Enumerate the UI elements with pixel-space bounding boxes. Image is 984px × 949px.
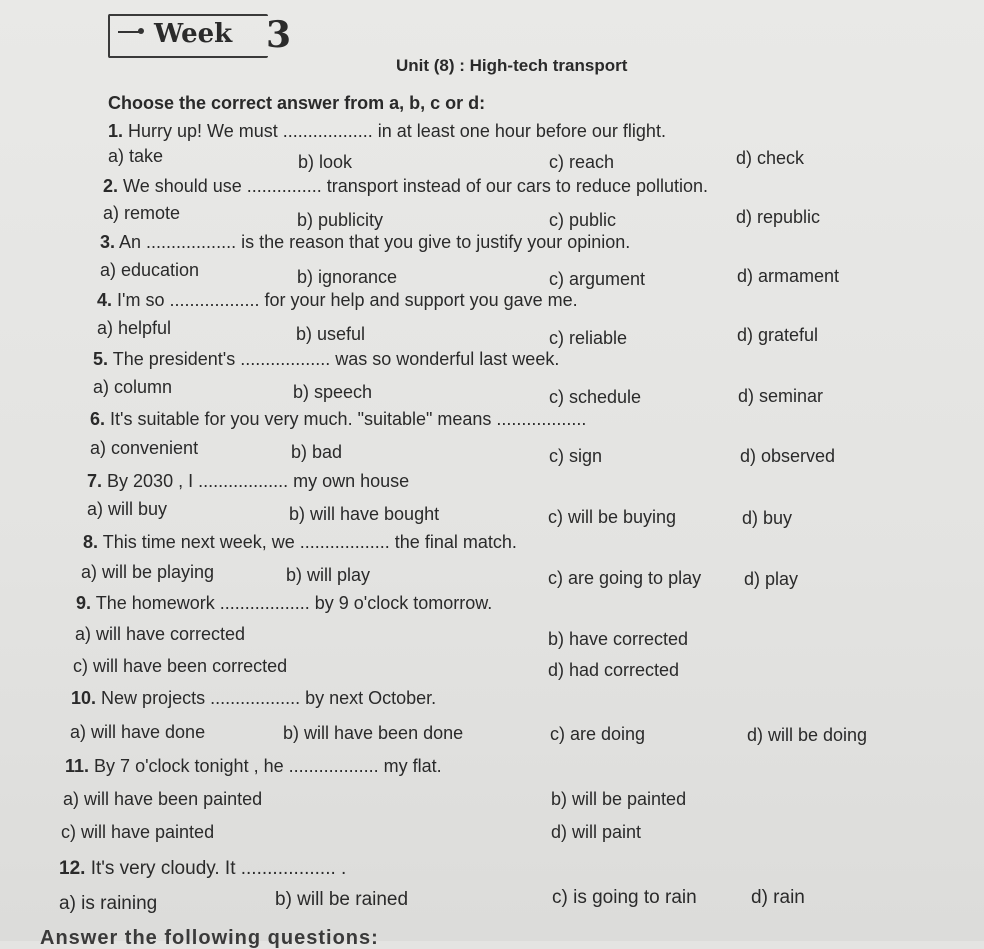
option-a[interactable]: a) column: [93, 377, 173, 397]
question-stem: [59, 858, 346, 880]
option-a[interactable]: a) education: [100, 260, 200, 280]
week-label: Week: [154, 19, 233, 49]
option-b[interactable]: b) useful: [296, 324, 366, 344]
option-d[interactable]: d) will be doing: [747, 725, 868, 745]
question-stem: [83, 531, 517, 553]
question-stem: [97, 289, 578, 311]
option-c[interactable]: c) reach: [549, 152, 615, 172]
option-b[interactable]: b) will play: [286, 565, 371, 585]
question-number: 1.: [108, 121, 124, 141]
option-d[interactable]: d) observed: [740, 446, 836, 466]
question-stem: [108, 120, 666, 142]
option-b[interactable]: b) will have bought: [289, 504, 440, 524]
question-text: I'm so .................. for your help and support you gave me.: [117, 290, 578, 310]
option-d[interactable]: d) grateful: [737, 325, 819, 345]
question-number: 12.: [59, 858, 86, 879]
option-c[interactable]: c) sign: [549, 446, 603, 466]
option-a[interactable]: a) will have been painted: [63, 789, 263, 809]
option-b[interactable]: b) will be rained: [275, 889, 409, 910]
question-text: This time next week, we .................. the final match.: [102, 532, 517, 552]
option-c[interactable]: c) is going to rain: [552, 887, 697, 908]
option-d[interactable]: d) had corrected: [548, 660, 680, 680]
question-text: The homework .................. by 9 o'clock tomorrow.: [95, 593, 493, 613]
option-b[interactable]: b) ignorance: [297, 267, 398, 287]
option-c[interactable]: c) are doing: [550, 724, 646, 744]
question-text: Hurry up! We must .................. in at least one hour before our flight.: [128, 121, 666, 141]
unit-title: Unit (8) : High-tech transport: [396, 56, 628, 75]
question-number: 7.: [87, 471, 103, 491]
option-d[interactable]: d) buy: [742, 508, 793, 528]
option-c[interactable]: c) public: [549, 210, 617, 230]
question-text: It's very cloudy. It .................. .: [90, 858, 347, 879]
question-number: 6.: [90, 409, 106, 429]
next-section-heading: Answer the following questions:: [40, 927, 379, 949]
option-a[interactable]: a) take: [108, 146, 164, 166]
option-b[interactable]: b) have corrected: [548, 629, 689, 649]
option-d[interactable]: d) armament: [737, 266, 840, 286]
question-number: 3.: [100, 232, 116, 252]
option-b[interactable]: b) will have been done: [283, 723, 464, 743]
option-a[interactable]: a) convenient: [90, 438, 199, 458]
option-d[interactable]: d) rain: [751, 887, 805, 908]
option-b[interactable]: b) bad: [291, 442, 343, 462]
question-number: 10.: [71, 688, 97, 708]
option-a[interactable]: a) is raining: [59, 893, 158, 914]
week-number: 3: [266, 14, 292, 56]
question-text: It's suitable for you very much. "suitable" means ..................: [110, 409, 587, 429]
question-stem: [100, 231, 630, 253]
question-number: 5.: [93, 349, 109, 369]
question-number: 9.: [76, 593, 92, 613]
option-c[interactable]: c) will have painted: [61, 822, 215, 842]
week-badge: [108, 14, 292, 58]
question-number: 2.: [103, 176, 119, 196]
option-b[interactable]: b) publicity: [297, 210, 384, 230]
option-a[interactable]: a) remote: [103, 203, 181, 223]
question-stem: [71, 687, 436, 709]
option-d[interactable]: d) republic: [736, 207, 821, 227]
option-d[interactable]: d) will paint: [551, 822, 642, 842]
question-stem: [93, 348, 559, 370]
option-a[interactable]: a) helpful: [97, 318, 172, 338]
option-c[interactable]: c) will be buying: [548, 507, 677, 527]
option-b[interactable]: b) look: [298, 152, 353, 172]
question-stem: [87, 470, 409, 492]
option-b[interactable]: b) speech: [293, 382, 373, 402]
question-number: 11.: [65, 756, 90, 776]
option-a[interactable]: a) will have done: [70, 722, 206, 742]
instruction: Choose the correct answer from a, b, c or d:: [108, 93, 486, 113]
option-c[interactable]: c) will have been corrected: [73, 656, 288, 676]
option-a[interactable]: a) will buy: [87, 499, 168, 519]
question-stem: [90, 408, 586, 430]
question-text: New projects .................. by next October.: [101, 688, 437, 708]
question-number: 4.: [97, 290, 113, 310]
question-stem: [65, 755, 442, 777]
option-c[interactable]: c) reliable: [549, 328, 628, 348]
question-number: 8.: [83, 532, 99, 552]
option-c[interactable]: c) schedule: [549, 387, 642, 407]
option-d[interactable]: d) seminar: [738, 386, 824, 406]
question-stem: [76, 592, 492, 614]
question-text: We should use ............... transport instead of our cars to reduce pollution.: [123, 176, 709, 196]
option-a[interactable]: a) will have corrected: [75, 624, 246, 644]
question-text: The president's .................. was so wonderful last week.: [112, 349, 560, 369]
bullet-dash: [118, 31, 140, 33]
option-b[interactable]: b) will be painted: [551, 789, 687, 809]
option-d[interactable]: d) play: [744, 569, 799, 589]
question-text: By 7 o'clock tonight , he .................. my flat.: [94, 756, 442, 776]
bullet-dot: [138, 28, 144, 34]
question-stem: [103, 175, 708, 197]
option-c[interactable]: c) are going to play: [548, 568, 702, 588]
question-text: By 2030 , I .................. my own house: [107, 471, 410, 491]
option-c[interactable]: c) argument: [549, 269, 646, 289]
option-d[interactable]: d) check: [736, 148, 805, 168]
option-a[interactable]: a) will be playing: [81, 562, 215, 582]
question-text: An .................. is the reason that you give to justify your opinion.: [119, 232, 631, 252]
